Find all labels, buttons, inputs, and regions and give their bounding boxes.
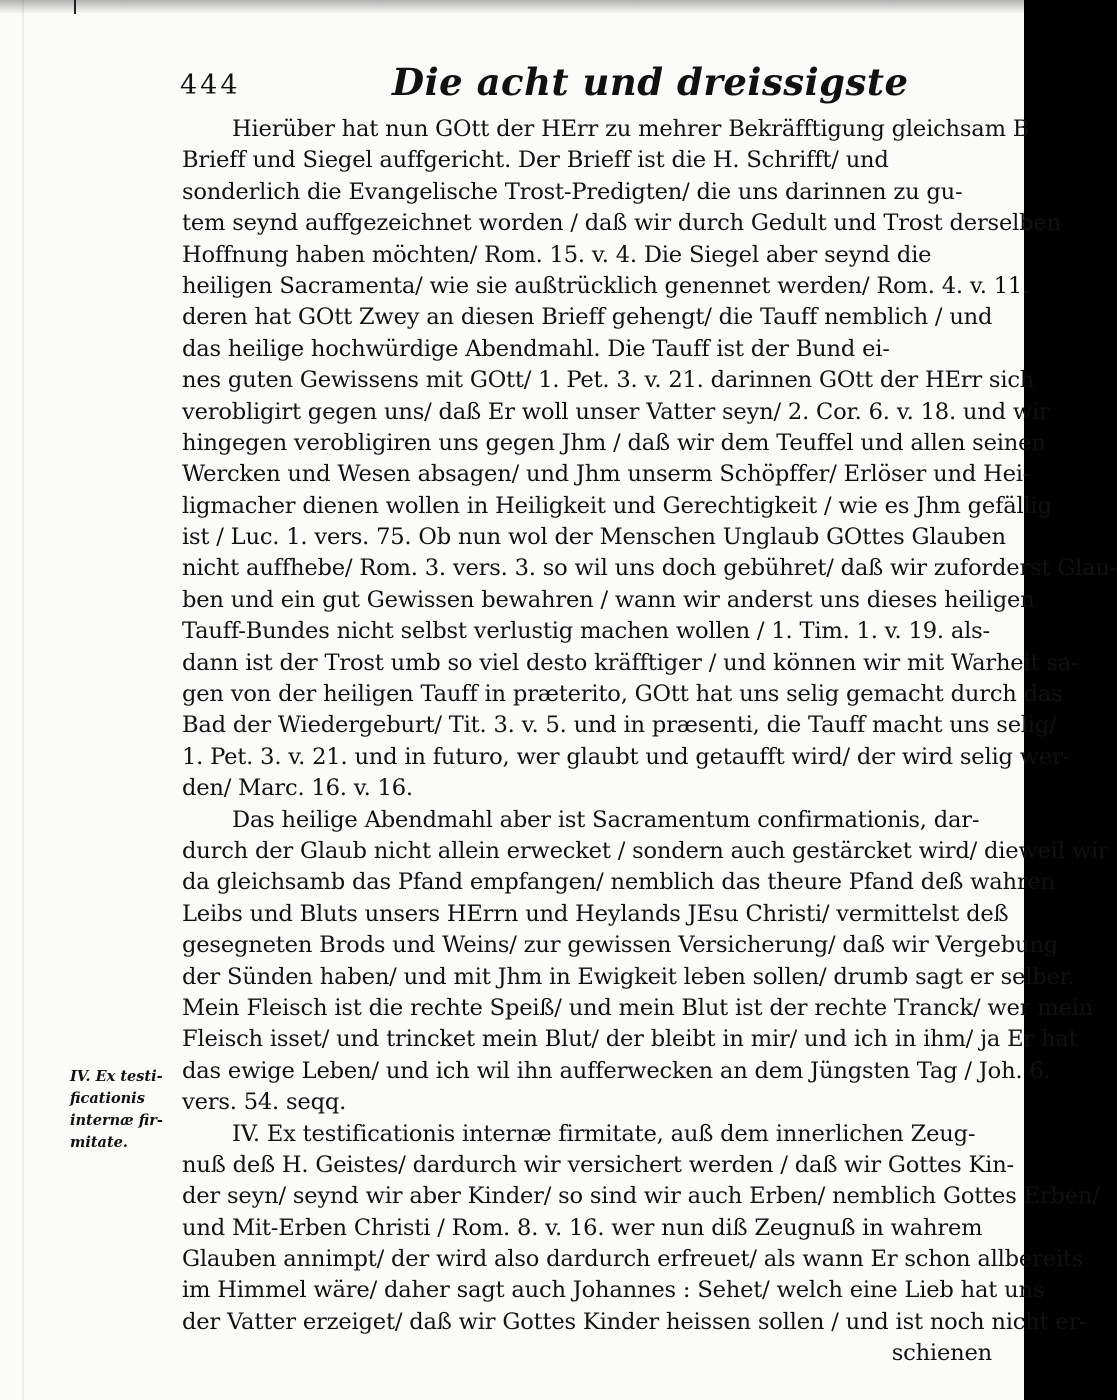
text-line: der seyn/ seynd wir aber Kinder/ so sind wir auch Erben/ nemblich Gottes Erben/ (182, 1183, 1100, 1210)
scan-edge-mark (74, 0, 76, 14)
margin-note-line: mitate. (70, 1134, 128, 1151)
text-line: nicht auffhebe/ Rom. 3. vers. 3. so wil uns doch gebühret/ daß wir zuforderst Glau- (182, 555, 1117, 582)
text-line: 1. Pet. 3. v. 21. und in futuro, wer glaubt und getaufft wird/ der wird selig wer- (182, 743, 1071, 770)
text-line: tem seynd auffgezeichnet worden / daß wir durch Gedult und Trost derselben (182, 210, 1061, 237)
text-line: da gleichsamb das Pfand empfangen/ nemblich das theure Pfand deß wahren (182, 869, 1055, 896)
text-line: heiligen Sacramenta/ wie sie außtrücklich genennet werden/ Rom. 4. v. 11. (182, 272, 1030, 299)
catchword: schienen (891, 1340, 992, 1367)
text-line: der Vatter erzeiget/ daß wir Gottes Kinder heissen sollen / und ist noch nicht er- (182, 1308, 1087, 1335)
text-line: im Himmel wäre/ daher sagt auch Johannes : Sehet/ welch eine Lieb hat uns (182, 1277, 1045, 1304)
text-line: IV. Ex testificationis internæ firmitate, auß dem innerlichen Zeug- (232, 1120, 976, 1147)
text-line: Fleisch isset/ und trincket mein Blut/ der bleibt in mir/ und ich in ihm/ ja Er hat (182, 1026, 1078, 1053)
text-line: Leibs und Bluts unsers HErrn und Heylands JEsu Christi/ vermittelst deß (182, 900, 1009, 927)
text-line: Bad der Wiedergeburt/ Tit. 3. v. 5. und in præsenti, die Tauff macht uns selig/ (182, 712, 1057, 739)
text-line: durch der Glaub nicht allein erwecket / sondern auch gestärcket wird/ dieweil wir (182, 837, 1109, 864)
text-line: den/ Marc. 16. v. 16. (182, 775, 413, 802)
margin-note-line: IV. Ex testi- (70, 1068, 163, 1085)
text-line: verobligirt gegen uns/ daß Er woll unser Vatter seyn/ 2. Cor. 6. v. 18. und wir (182, 398, 1050, 425)
text-line: das ewige Leben/ und ich wil ihn aufferwecken an dem Jüngsten Tag / Joh. 6. (182, 1057, 1051, 1084)
text-line: Wercken und Wesen absagen/ und Jhm unserm Schöpffer/ Erlöser und Hei- (182, 461, 1031, 488)
text-line: Das heilige Abendmahl aber ist Sacramentum confirmationis, dar- (232, 806, 980, 833)
text-line: ben und ein gut Gewissen bewahren / wann wir anderst uns dieses heiligen (182, 586, 1035, 613)
text-line: ligmacher dienen wollen in Heiligkeit und Gerechtigkeit / wie es Jhm gefällig (182, 492, 1052, 519)
text-line: Tauff-Bundes nicht selbst verlustig machen wollen / 1. Tim. 1. v. 19. als- (182, 618, 990, 645)
text-line: Hierüber hat nun GOtt der HErr zu mehrer Bekräfftigung gleichsam B (232, 116, 1030, 142)
page-left-shadow (22, 0, 24, 1400)
text-line: der Sünden haben/ und mit Jhm in Ewigkeit leben sollen/ drumb sagt er selber. (182, 963, 1075, 990)
text-line: Brieff und Siegel auffgericht. Der Brieff ist die H. Schrifft/ und (182, 147, 889, 174)
text-line: gesegneten Brods und Weins/ zur gewissen Versicherung/ daß wir Vergebung (182, 932, 1059, 959)
text-line: Glauben annimpt/ der wird also dardurch erfreuet/ als wann Er schon allbereits (182, 1246, 1084, 1273)
text-line: das heilige hochwürdige Abendmahl. Die Tauff ist der Bund ei- (182, 335, 890, 362)
page-top-edge (0, 0, 1024, 14)
text-line: nuß deß H. Geistes/ dardurch wir versichert werden / daß wir Gottes Kin- (182, 1151, 1014, 1178)
text-line: ist / Luc. 1. vers. 75. Ob nun wol der Menschen Unglaub GOttes Glauben (182, 524, 1006, 551)
text-line: gen von der heiligen Tauff in præterito, GOtt hat uns selig gemacht durch das (182, 681, 1063, 708)
text-line: dann ist der Trost umb so viel desto kräfftiger / und können wir mit Warheit sa- (182, 649, 1079, 676)
margin-note-line: internæ fir- (70, 1112, 163, 1129)
text-line: Mein Fleisch ist die rechte Speiß/ und mein Blut ist der rechte Tranck/ wer mein (182, 994, 1094, 1021)
page-number: 444 (180, 70, 241, 101)
text-line: sonderlich die Evangelische Trost-Predigten/ die uns darinnen zu gu- (182, 178, 963, 205)
text-line: und Mit-Erben Christi / Rom. 8. v. 16. wer nun diß Zeugnuß in wahrem (182, 1214, 983, 1241)
text-line: vers. 54. seqq. (182, 1089, 347, 1116)
text-line: nes guten Gewissens mit GOtt/ 1. Pet. 3. v. 21. darinnen GOtt der HErr sich (182, 367, 1035, 394)
running-title: Die acht und dreissigste (392, 60, 909, 104)
body-text (182, 114, 1117, 1370)
text-line: deren hat GOtt Zwey an diesen Brieff gehengt/ die Tauff nemblich / und (182, 304, 993, 331)
margin-note-line: ficationis (70, 1090, 145, 1107)
text-line: hingegen verobligiren uns gegen Jhm / daß wir dem Teuffel und allen seinen (182, 429, 1046, 456)
page-header (180, 58, 1000, 108)
margin-note (70, 1066, 188, 1154)
text-line: Hoffnung haben möchten/ Rom. 15. v. 4. Die Siegel aber seynd die (182, 241, 932, 268)
